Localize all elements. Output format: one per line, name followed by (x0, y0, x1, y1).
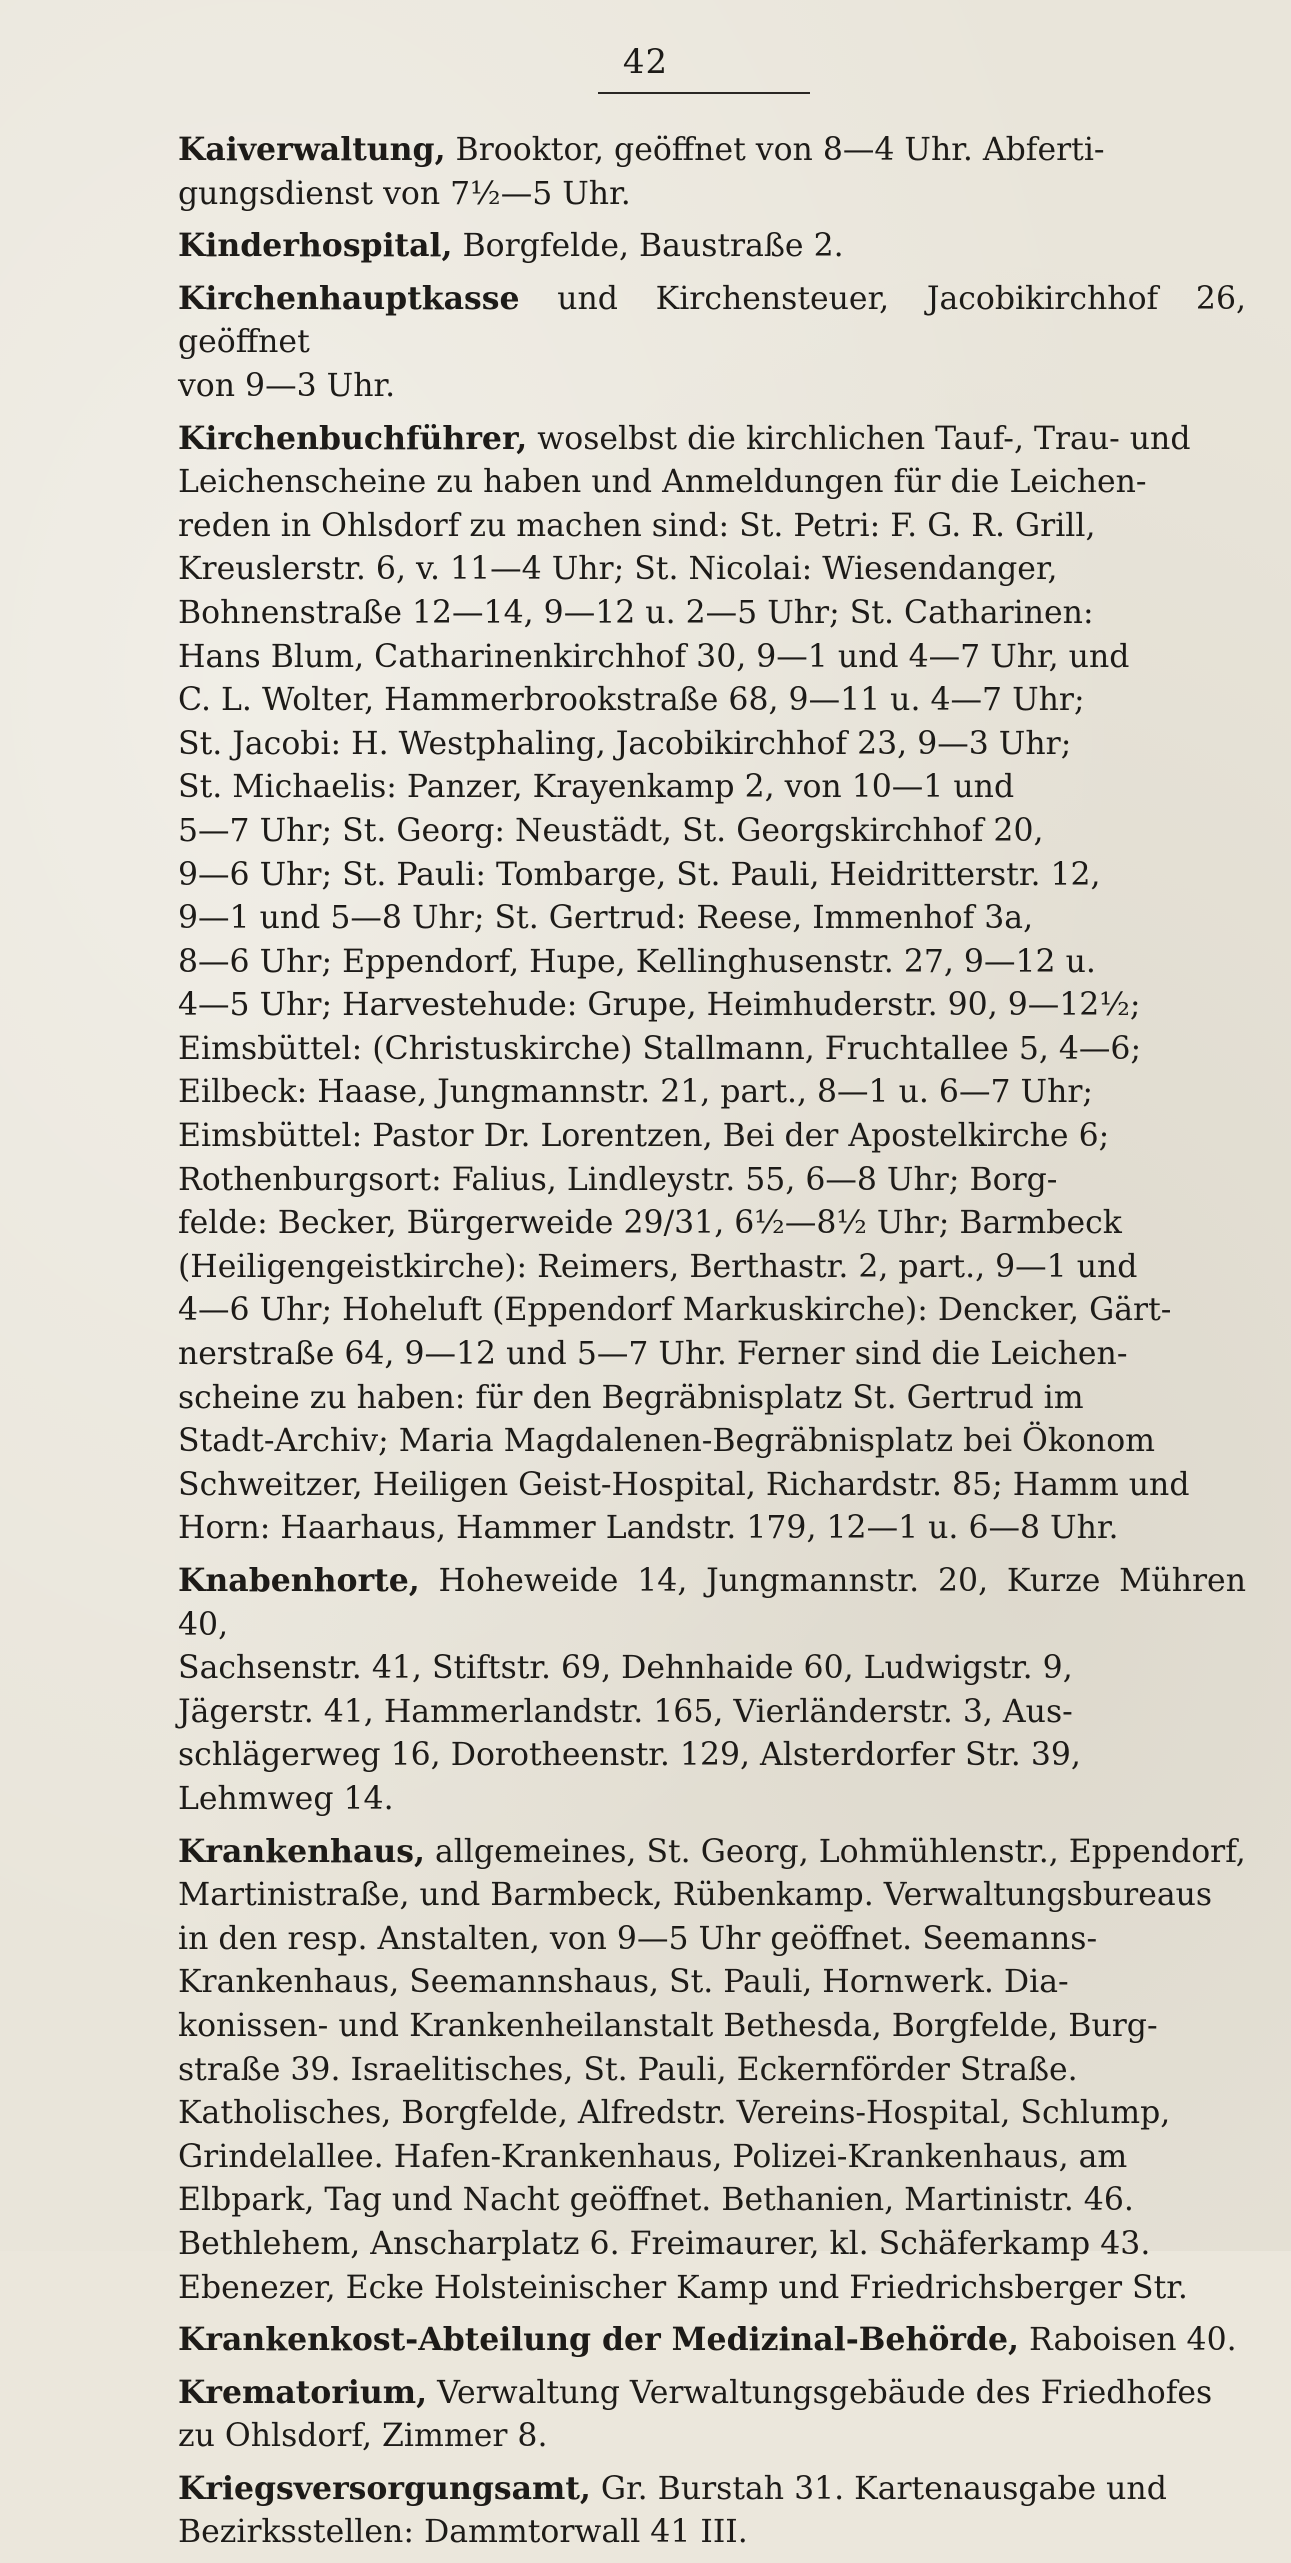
entry-text: schlägerweg 16, Dorotheenstr. 129, Alsterdorfer Str. 39, (178, 1737, 1081, 1774)
entry-text: Hoheweide 14, Jungmannstr. 20, Kurze Mühren 40, (178, 1563, 1246, 1643)
entry-line (178, 2415, 1246, 2459)
entry-text: Grindelallee. Hafen-Krankenhaus, Polizei-Krankenhaus, am (178, 2138, 1128, 2175)
entry-text: Verwaltung Verwaltungsgebäude des Friedhofes (427, 2374, 1213, 2411)
entry-line (178, 1159, 1246, 1203)
entry-text: Eimsbüttel: (Christuskirche) Stallmann, Fruchtallee 5, 4—6; (178, 1030, 1142, 1067)
entry-text: und Kirchensteuer, Jacobikirchhof 26, geöffnet (178, 280, 1246, 361)
entry-text: Lehmweg 14. (178, 1780, 394, 1817)
entry-line (178, 1507, 1246, 1551)
entry-line (178, 2005, 1246, 2049)
entry-line (178, 461, 1246, 505)
entry-text: Bezirksstellen: Dammtorwall 41 III. (178, 2514, 748, 2551)
entry-text: Rothenburgsort: Falius, Lindleystr. 55, 6—8 Uhr; Borg- (178, 1161, 1058, 1198)
entry-line (178, 2371, 1246, 2416)
directory-entry (178, 2467, 1246, 2555)
entry-line (178, 2092, 1246, 2136)
entry-text: scheine zu haben: für den Begräbnisplatz St. Gertrud im (178, 1379, 1084, 1416)
entry-line (178, 941, 1246, 985)
entry-text: Elbpark, Tag und Nacht geöffnet. Bethanien, Martinistr. 46. (178, 2182, 1134, 2219)
entry-text: Gr. Burstah 31. Kartenausgabe und (590, 2470, 1167, 2507)
entry-text: straße 39. Israelitisches, St. Pauli, Eckernförder Straße. (178, 2051, 1078, 2088)
entry-line (178, 365, 1246, 409)
entry-line (178, 897, 1246, 941)
entry-text: woselbst die kirchlichen Tauf-, Trau- und (527, 420, 1191, 457)
entry-text: (Heiligengeistkirche): Reimers, Berthastr. 2, part., 9—1 und (178, 1248, 1138, 1285)
entry-line (178, 2511, 1246, 2555)
directory-text (178, 128, 1246, 2563)
entry-line (178, 1246, 1246, 1290)
entry-text: Schweitzer, Heiligen Geist-Hospital, Richardstr. 85; Hamm und (178, 1466, 1190, 1503)
directory-entry (178, 417, 1246, 1551)
entry-line (178, 2318, 1246, 2363)
entry-text: Ebenezer, Ecke Holsteinischer Kamp und Friedrichsberger Str. (178, 2269, 1188, 2306)
entry-text: Borgfelde, Baustraße 2. (452, 228, 844, 265)
entry-line (178, 1289, 1246, 1333)
entry-text: 9—6 Uhr; St. Pauli: Tombarge, St. Pauli, Heidritterstr. 12, (178, 856, 1101, 893)
entry-heading: Kinderhospital, (178, 227, 453, 265)
entry-text: 8—6 Uhr; Eppendorf, Hupe, Kellinghusenstr. 27, 9—12 u. (178, 943, 1096, 980)
entry-text: gungsdienst von 7½—5 Uhr. (178, 175, 631, 212)
entry-line (178, 854, 1246, 898)
entry-heading: Kriegsversorgungsamt, (178, 2469, 591, 2507)
entry-text: Leichenscheine zu haben und Anmeldungen für die Leichen- (178, 464, 1147, 501)
entry-line (178, 1071, 1246, 1115)
entry-line (178, 810, 1246, 854)
page-number: 42 (622, 42, 669, 82)
entry-text: Eimsbüttel: Pastor Dr. Lorentzen, Bei der Apostelkirche 6; (178, 1118, 1110, 1155)
entry-line (178, 679, 1246, 723)
directory-entry (178, 128, 1246, 216)
directory-entry (178, 1559, 1246, 1822)
entry-line (178, 1115, 1246, 1159)
entry-text: in den resp. Anstalten, von 9—5 Uhr geöffnet. Seemanns- (178, 1920, 1098, 1957)
entry-line (178, 1202, 1246, 1246)
entry-line (178, 505, 1246, 549)
entry-line (178, 1464, 1246, 1508)
entry-line (178, 1691, 1246, 1735)
entry-text: Stadt-Archiv; Maria Magdalenen-Begräbnisplatz bei Ökonom (178, 1423, 1156, 1460)
entry-line (178, 417, 1246, 462)
entry-heading: Knabenhorte, (178, 1562, 420, 1599)
entry-text: Horn: Haarhaus, Hammer Landstr. 179, 12—1 u. 6—8 Uhr. (178, 1510, 1119, 1547)
entry-text: 5—7 Uhr; St. Georg: Neustädt, St. Georgskirchhof 20, (178, 812, 1044, 849)
entry-text: Eilbeck: Haase, Jungmannstr. 21, part., 8—1 u. 6—7 Uhr; (178, 1074, 1094, 1111)
entry-text: konissen- und Krankenheilanstalt Bethesda, Borgfelde, Burg- (178, 2007, 1158, 2044)
entry-heading: Krankenhaus, (178, 1832, 425, 1870)
entry-line (178, 984, 1246, 1028)
entry-line (178, 2179, 1246, 2223)
entry-line (178, 224, 1246, 269)
entry-line (178, 1647, 1246, 1691)
entry-line (178, 173, 1246, 217)
entry-text: Raboisen 40. (1018, 2322, 1237, 2359)
entry-text: Brooktor, geöffnet von 8—4 Uhr. Abferti- (445, 132, 1105, 168)
entry-line (178, 1734, 1246, 1778)
entry-line (178, 723, 1246, 767)
entry-text: Hans Blum, Catharinenkirchhof 30, 9—1 und 4—7 Uhr, und (178, 638, 1130, 675)
entry-text: 4—6 Uhr; Hoheluft (Eppendorf Markuskirche): Dencker, Gärt- (178, 1292, 1172, 1329)
entry-line (178, 1830, 1246, 1875)
entry-line (178, 1874, 1246, 1918)
entry-text: Jägerstr. 41, Hammerlandstr. 165, Vierländerstr. 3, Aus- (178, 1693, 1073, 1730)
directory-entry (178, 2318, 1246, 2363)
entry-line (178, 128, 1246, 173)
directory-entry (178, 1830, 1246, 2311)
entry-heading: Krankenkost-Abteilung der Medizinal-Behörde, (178, 2321, 1019, 2359)
entry-text: St. Jacobi: H. Westphaling, Jacobikirchhof 23, 9—3 Uhr; (178, 725, 1072, 762)
entry-text: von 9—3 Uhr. (178, 367, 396, 404)
entry-line (178, 2049, 1246, 2093)
entry-text: Bohnenstraße 12—14, 9—12 u. 2—5 Uhr; St. Catharinen: (178, 594, 1094, 631)
entry-text: reden in Ohlsdorf zu machen sind: St. Petri: F. G. R. Grill, (178, 507, 1096, 544)
entry-text: felde: Becker, Bürgerweide 29/31, 6½—8½ Uhr; Barmbeck (178, 1205, 1122, 1242)
directory-entry (178, 277, 1246, 409)
entry-line (178, 2136, 1246, 2180)
entry-text: zu Ohlsdorf, Zimmer 8. (178, 2418, 548, 2455)
entry-line (178, 2267, 1246, 2311)
entry-line (178, 1778, 1246, 1822)
entry-text: Bethlehem, Anscharplatz 6. Freimaurer, kl. Schäferkamp 43. (178, 2225, 1151, 2262)
entry-line (178, 592, 1246, 636)
page-number-rule (598, 92, 810, 94)
entry-text: C. L. Wolter, Hammerbrookstraße 68, 9—11 u. 4—7 Uhr; (178, 682, 1085, 719)
entry-text: 9—1 und 5—8 Uhr; St. Gertrud: Reese, Immenhof 3a, (178, 900, 1034, 937)
entry-text: Katholisches, Borgfelde, Alfredstr. Vereins-Hospital, Schlump, (178, 2095, 1171, 2132)
entry-heading: Kaiverwaltung, (178, 131, 446, 168)
entry-heading: Kirchenbuchführer, (178, 419, 528, 457)
entry-line (178, 1918, 1246, 1962)
entry-text: nerstraße 64, 9—12 und 5—7 Uhr. Ferner sind die Leichen- (178, 1336, 1128, 1373)
entry-line (178, 1961, 1246, 2005)
entry-line (178, 2223, 1246, 2267)
entry-line (178, 1333, 1246, 1377)
directory-entry (178, 224, 1246, 269)
entry-line (178, 1028, 1246, 1072)
entry-text: Sachsenstr. 41, Stiftstr. 69, Dehnhaide 60, Ludwigstr. 9, (178, 1650, 1073, 1687)
entry-text: allgemeines, St. Georg, Lohmühlenstr., Eppendorf, (424, 1833, 1246, 1870)
entry-line (178, 766, 1246, 810)
entry-text: 4—5 Uhr; Harvestehude: Grupe, Heimhuderstr. 90, 9—12½; (178, 987, 1141, 1024)
entry-line (178, 2467, 1246, 2512)
entry-line (178, 1559, 1246, 1647)
directory-entry (178, 2371, 1246, 2459)
entry-text: Krankenhaus, Seemannshaus, St. Pauli, Hornwerk. Dia- (178, 1964, 1069, 2001)
entry-line (178, 1377, 1246, 1421)
entry-line (178, 1420, 1246, 1464)
entry-text: Martinistraße, und Barmbeck, Rübenkamp. Verwaltungsbureaus (178, 1877, 1213, 1914)
entry-heading: Krematorium, (178, 2373, 428, 2411)
entry-text: Kreuslerstr. 6, v. 11—4 Uhr; St. Nicolai: Wiesendanger, (178, 551, 1058, 588)
entry-line (178, 548, 1246, 592)
entry-line (178, 277, 1246, 365)
entry-heading: Kirchenhauptkasse (178, 279, 520, 317)
entry-text: St. Michaelis: Panzer, Krayenkamp 2, von 10—1 und (178, 769, 1015, 806)
entry-line (178, 636, 1246, 680)
